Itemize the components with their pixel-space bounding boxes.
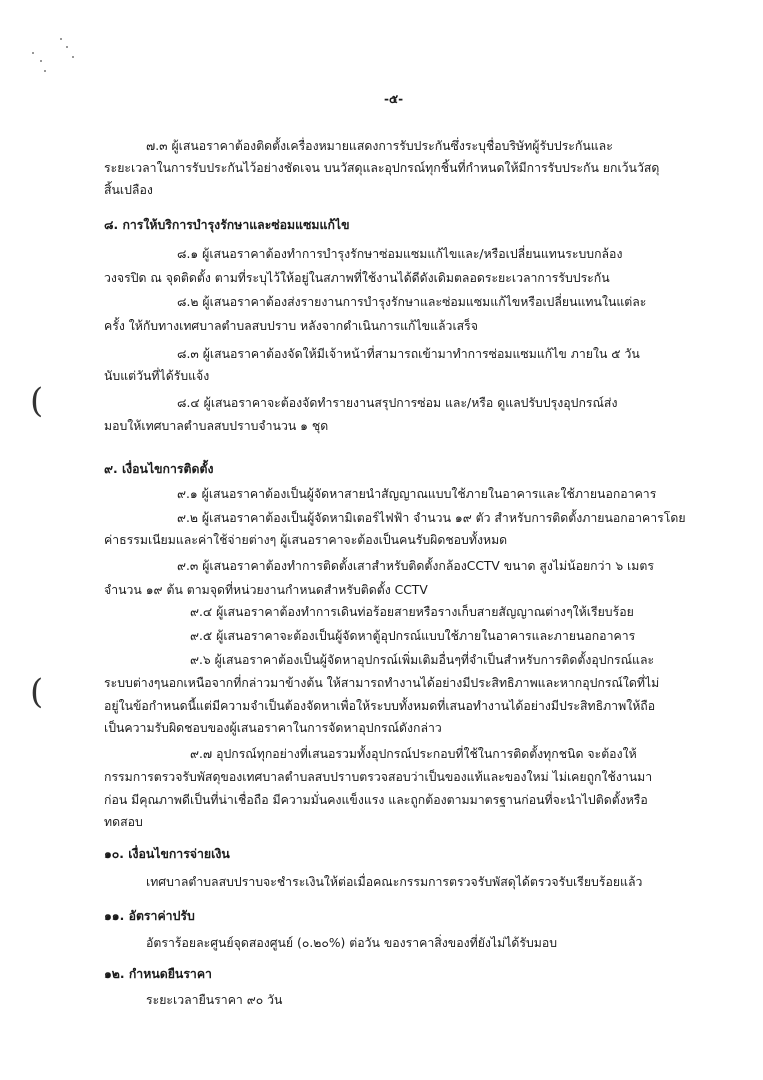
scan-speck	[66, 46, 68, 48]
sec8-1-line1: ๘.๑ ผู้เสนอราคาต้องทำการบำรุงรักษาซ่อมแซมแก้ไขและ/หรือเปลี่ยนแทนระบบกล้อง	[177, 247, 623, 261]
sec9-7-line1: ๙.๗ อุปกรณ์ทุกอย่างที่เสนอรวมทั้งอุปกรณ์ประกอบที่ใช้ในการติดตั้งทุกชนิด จะต้องให้	[190, 747, 637, 761]
sec8-2-line2: ครั้ง ให้กับทางเทศบาลตำบลสบปราบ หลังจากดำเนินการแก้ไขแล้วเสร็จ	[104, 319, 478, 333]
sec7-3-line1: ๗.๓ ผู้เสนอราคาต้องติดตั้งเครื่องหมายแสดงการรับประกันซึ่งระบุชื่อบริษัทผู้รับประกันและ	[146, 139, 613, 153]
scan-speck	[40, 60, 42, 62]
sec9-7-line4: ทดสอบ	[104, 815, 143, 829]
sec9-6-line2: ระบบต่างๆนอกเหนือจากที่กล่าวมาข้างต้น ให้สามารถทำงานได้อย่างมีประสิทธิภาพและหากอุปกรณ์ใดที่ไม่	[104, 676, 660, 690]
sec7-3-line2: ระยะเวลาในการรับประกันไว้อย่างชัดเจน บนวัสดุและอุปกรณ์ทุกชิ้นที่กำหนดให้มีการรับประกัน ยกเว้นวัสดุ	[104, 161, 660, 175]
sec10-heading: ๑๐. เงื่อนไขการจ่ายเงิน	[104, 847, 230, 861]
sec12-heading: ๑๒. กำหนดยืนราคา	[104, 967, 212, 981]
sec9-6-line4: เป็นความรับผิดชอบของผู้เสนอราคาในการจัดหาอุปกรณ์ดังกล่าว	[104, 721, 442, 735]
margin-mark: (	[30, 672, 44, 712]
sec8-4-line1: ๘.๔ ผู้เสนอราคาจะต้องจัดทำรายงานสรุปการซ่อม และ/หรือ ดูแลปรับปรุงอุปกรณ์ส่ง	[177, 396, 618, 410]
sec9-4-line1: ๙.๔ ผู้เสนอราคาต้องทำการเดินท่อร้อยสายหรือรางเก็บสายสัญญาณต่างๆให้เรียบร้อย	[190, 605, 634, 619]
page-number: -๕-	[384, 92, 404, 106]
sec9-6-line1: ๙.๖ ผู้เสนอราคาต้องเป็นผู้จัดหาอุปกรณ์เพิ่มเติมอื่นๆที่จำเป็นสำหรับการติดตั้งอุปกรณ์และ	[190, 653, 655, 667]
scan-speck	[60, 38, 62, 40]
sec9-7-line2: กรรมการตรวจรับพัสดุของเทศบาลตำบลสบปราบตรวจสอบว่าเป็นของแท้และของใหม่ ไม่เคยถูกใช้งานมา	[104, 770, 653, 784]
margin-mark: (	[30, 381, 44, 421]
scan-speck	[32, 52, 34, 54]
sec9-7-line3: ก่อน มีคุณภาพดีเป็นที่น่าเชื่อถือ มีความมั่นคงแข็งแรง และถูกต้องตามมาตรฐานก่อนที่จะนำไปติดตั้งหรือ	[104, 793, 648, 807]
sec9-6-line3: อยู่ในข้อกำหนดนี้แต่มีความจำเป็นต้องจัดหาเพื่อให้ระบบทั้งหมดที่เสนอทำงานได้อย่างมีประสิทธิภาพให้ถือ	[104, 699, 656, 713]
sec9-2-line2: ค่าธรรมเนียมและค่าใช้จ่ายต่างๆ ผู้เสนอราคาจะต้องเป็นคนรับผิดชอบทั้งหมด	[104, 533, 508, 547]
sec9-3-line2: จำนวน ๑๙ ต้น ตามจุดที่หน่วยงานกำหนดสำหรับติดตั้ง CCTV	[104, 583, 428, 597]
sec8-3-line1: ๘.๓ ผู้เสนอราคาต้องจัดให้มีเจ้าหน้าที่สามารถเข้ามาทำการซ่อมแซมแก้ไข ภายใน ๕ วัน	[177, 347, 640, 361]
sec11-heading: ๑๑. อัตราค่าปรับ	[104, 909, 195, 923]
scan-speck	[44, 70, 46, 72]
sec8-3-line2: นับแต่วันที่ได้รับแจ้ง	[104, 369, 210, 383]
sec11-line1: อัตราร้อยละศูนย์จุดสองศูนย์ (๐.๒๐%) ต่อวัน ของราคาสิ่งของที่ยังไม่ได้รับมอบ	[146, 936, 558, 950]
sec9-heading: ๙. เงื่อนไขการติดตั้ง	[104, 462, 214, 476]
sec9-1-line1: ๙.๑ ผู้เสนอราคาต้องเป็นผู้จัดหาสายนำสัญญาณแบบใช้ภายในอาคารและใช้ภายนอกอาคาร	[177, 487, 657, 501]
sec9-2-line1: ๙.๒ ผู้เสนอราคาต้องเป็นผู้จัดหามิเตอร์ไฟฟ้า จำนวน ๑๙ ตัว สำหรับการติดตั้งภายนอกอาคารโดย	[177, 511, 686, 525]
sec9-3-line1: ๙.๓ ผู้เสนอราคาต้องทำการติดตั้งเสาสำหรับติดตั้งกล้องCCTV ขนาด สูงไม่น้อยกว่า ๖ เมตร	[177, 559, 654, 573]
sec12-line1: ระยะเวลายืนราคา ๙๐ วัน	[146, 993, 283, 1007]
sec9-5-line1: ๙.๕ ผู้เสนอราคาจะต้องเป็นผู้จัดหาตู้อุปกรณ์แบบใช้ภายในอาคารและภายนอกอาคาร	[190, 629, 636, 643]
sec8-4-line2: มอบให้เทศบาลตำบลสบปราบจำนวน ๑ ชุด	[104, 419, 329, 433]
sec8-2-line1: ๘.๒ ผู้เสนอราคาต้องส่งรายงานการบำรุงรักษาและซ่อมแซมแก้ไขหรือเปลี่ยนแทนในแต่ละ	[177, 295, 647, 309]
scan-speck	[72, 56, 74, 58]
sec7-3-line3: สิ้นเปลือง	[104, 183, 153, 197]
sec10-line1: เทศบาลตำบลสบปราบจะชำระเงินให้ต่อเมื่อคณะกรรมการตรวจรับพัสดุได้ตรวจรับเรียบร้อยแล้ว	[146, 875, 643, 889]
sec8-1-line2: วงจรปิด ณ จุดติดตั้ง ตามที่ระบุไว้ให้อยู่ในสภาพที่ใช้งานได้ดีดังเดิมตลอดระยะเวลาการรับประกัน	[104, 271, 610, 285]
sec8-heading: ๘. การให้บริการบำรุงรักษาและซ่อมแซมแก้ไข	[104, 218, 350, 232]
